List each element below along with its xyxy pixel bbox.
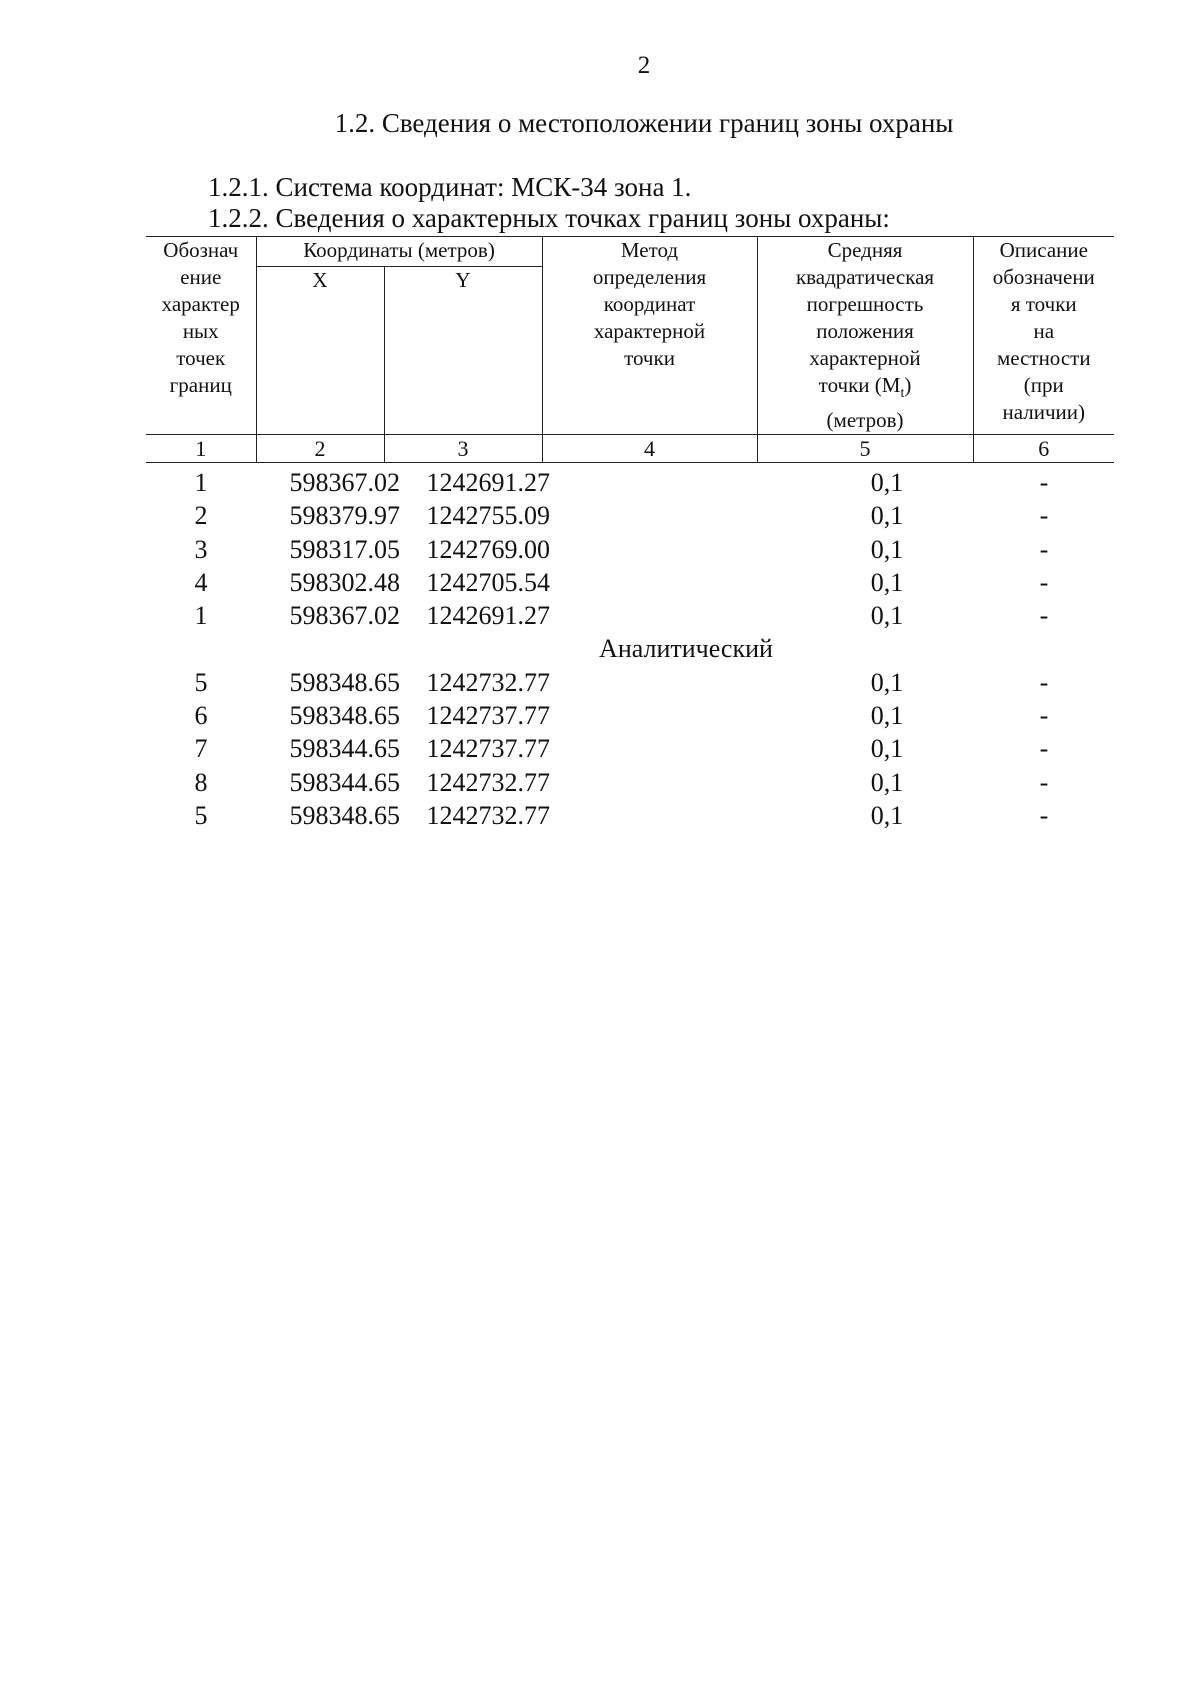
table-row: [146, 666, 1114, 699]
coord-x: 598344.65: [289, 767, 400, 797]
description: -: [1039, 800, 1049, 830]
coord-y: 1242732.77: [426, 767, 550, 797]
coord-y: 1242691.27: [426, 601, 550, 631]
point-number: 6: [194, 701, 208, 731]
coord-y: 1242755.09: [426, 501, 550, 531]
header-mean-error: Средняя квадратическая погрешность положения характерной точки $(M_t)$ (метров): [757, 237, 973, 435]
point-number: 8: [194, 767, 208, 797]
coord-x: 598367.02: [289, 601, 400, 631]
coord-y: 1242769.00: [426, 534, 550, 564]
table-row: [146, 766, 1114, 799]
mean-error: 0,1: [870, 767, 904, 797]
coord-y: 1242732.77: [426, 800, 550, 830]
coord-x: 598348.65: [289, 667, 400, 697]
mean-error: 0,1: [870, 667, 904, 697]
table-row: [146, 699, 1114, 732]
table-row: [146, 799, 1114, 832]
header-coordinates: Координаты (метров): [256, 237, 542, 267]
mean-error: 0,1: [870, 601, 904, 631]
header-x: X: [256, 267, 384, 435]
coord-x: 598379.97: [289, 501, 400, 531]
method-row: [146, 632, 1114, 665]
column-numbers-row: 1 2 3 4 5 6: [146, 435, 1114, 463]
table-row: [146, 732, 1114, 765]
coord-x: 598348.65: [289, 800, 400, 830]
coord-y: 1242737.77: [426, 701, 550, 731]
mean-error: 0,1: [870, 734, 904, 764]
point-number: 2: [194, 501, 208, 531]
description: -: [1039, 667, 1049, 697]
rows-group-b: [146, 666, 1114, 832]
point-number: 3: [194, 534, 208, 564]
mt-line: точки $(M_t)$: [818, 373, 912, 402]
mean-error: 0,1: [870, 534, 904, 564]
table-row: [146, 499, 1114, 532]
section-title: 1.2. Сведения о местоположении границ зоны охраны: [334, 108, 954, 138]
description: -: [1039, 567, 1049, 597]
coordinate-system-line: 1.2.1. Система координат: МСК-34 зона 1.: [208, 172, 692, 202]
coord-x: 598302.48: [289, 567, 400, 597]
coordinates-data: [146, 466, 1114, 832]
description: -: [1039, 701, 1049, 731]
header-y: Y: [384, 267, 542, 435]
coord-y: 1242705.54: [426, 567, 550, 597]
coord-y: 1242732.77: [426, 667, 550, 697]
boundary-points-line: 1.2.2. Сведения о характерных точках границ зоны охраны:: [208, 203, 890, 233]
mean-error: 0,1: [870, 468, 904, 497]
method-value: Аналитический: [599, 634, 773, 664]
mean-error: 0,1: [870, 501, 904, 531]
table-row: [146, 533, 1114, 566]
coord-x: 598367.02: [289, 468, 400, 497]
point-number: 7: [194, 734, 208, 764]
header-description: Описание обозначени я точки на местности (при наличии): [973, 237, 1114, 435]
table-row: [146, 466, 1114, 499]
coord-x: 598344.65: [289, 734, 400, 764]
rows-group-a: [146, 466, 1114, 632]
description: -: [1039, 601, 1049, 631]
description: -: [1039, 767, 1049, 797]
coord-y: 1242737.77: [426, 734, 550, 764]
header-point-designation: Обознач ение характер ных точек границ: [146, 237, 256, 435]
point-number: 5: [194, 800, 208, 830]
header-method: Метод определения координат характерной точки: [542, 237, 757, 435]
header-table: [146, 236, 1114, 463]
coord-x: 598317.05: [289, 534, 400, 564]
point-number: 1: [194, 601, 208, 631]
table-row: [146, 566, 1114, 599]
point-number: 1: [194, 468, 208, 497]
mean-error: 0,1: [870, 800, 904, 830]
coord-x: 598348.65: [289, 701, 400, 731]
coord-y: 1242691.27: [426, 468, 550, 497]
page-number: 2: [637, 52, 651, 79]
mean-error: 0,1: [870, 701, 904, 731]
mean-error: 0,1: [870, 567, 904, 597]
description: -: [1039, 734, 1049, 764]
point-number: 4: [194, 567, 208, 597]
point-number: 5: [194, 667, 208, 697]
description: -: [1039, 501, 1049, 531]
description: -: [1039, 468, 1049, 497]
table-row: [146, 599, 1114, 632]
description: -: [1039, 534, 1049, 564]
